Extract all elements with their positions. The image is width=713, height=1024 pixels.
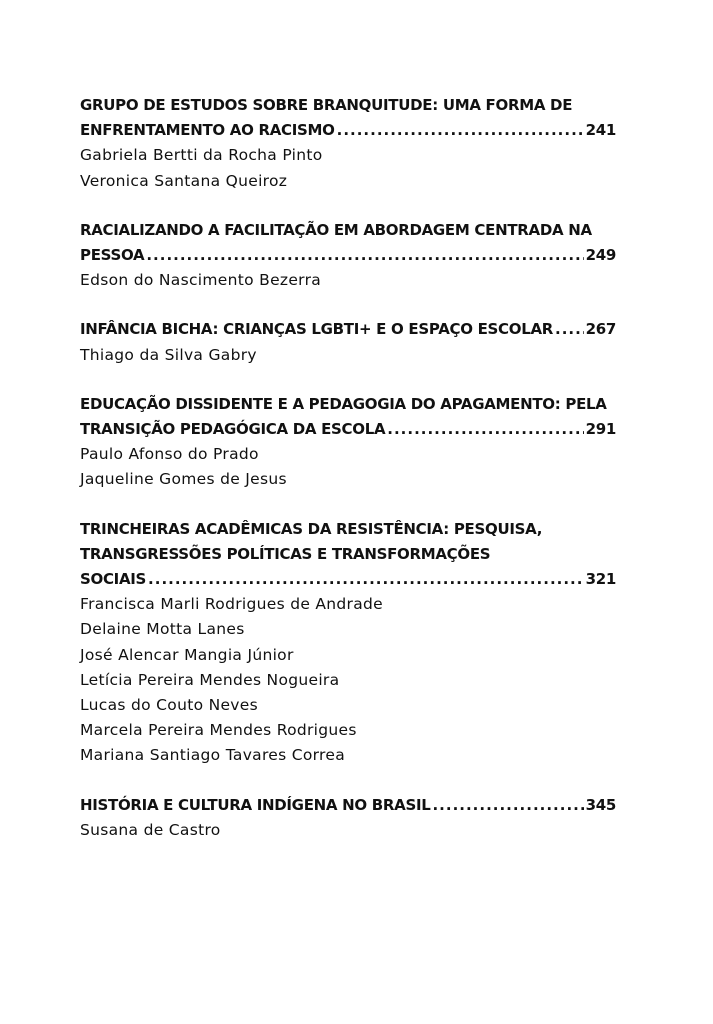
author-name: Gabriela Bertti da Rocha Pinto	[80, 146, 323, 165]
dot-leader	[555, 317, 584, 342]
toc-entry[interactable]	[80, 392, 616, 493]
author-name: Marcela Pereira Mendes Rodrigues	[80, 721, 357, 740]
entry-title-text: SOCIAIS	[80, 570, 147, 589]
author-name: Susana de Castro	[80, 820, 221, 839]
author-name: Paulo Afonso do Prado	[80, 445, 259, 464]
author-name: Francisca Marli Rodrigues de Andrade	[80, 595, 384, 614]
toc-entry[interactable]	[80, 517, 616, 769]
toc-entry[interactable]	[80, 218, 616, 294]
page-number: 241	[585, 121, 616, 140]
author-name: Jaqueline Gomes de Jesus	[80, 470, 287, 489]
author-name: Delaine Motta Lanes	[80, 620, 245, 639]
page-number: 291	[585, 420, 616, 439]
dot-leader	[432, 793, 583, 818]
toc-entry[interactable]	[80, 793, 616, 843]
entry-title-text: ENFRENTAMENTO AO RACISMO	[80, 121, 335, 140]
entry-title-last-line	[80, 317, 616, 342]
author-name: Lucas do Couto Neves	[80, 696, 258, 715]
entry-title-text: INFÂNCIA BICHA: CRIANÇAS LGBTI+ E O ESPAÇO ESCOLAR	[80, 320, 554, 339]
page-number: 321	[585, 570, 616, 589]
entry-title-text: TRANSIÇÃO PEDAGÓGICA DA ESCOLA	[80, 420, 386, 439]
entry-title-last-line	[80, 118, 616, 143]
dot-leader	[148, 567, 584, 592]
entry-title-text: PESSOA	[80, 246, 145, 265]
entry-title-line: RACIALIZANDO A FACILITAÇÃO EM ABORDAGEM CENTRADA NA	[80, 220, 592, 239]
entry-title-last-line	[80, 567, 616, 592]
entry-title-line: GRUPO DE ESTUDOS SOBRE BRANQUITUDE: UMA FORMA DE	[80, 96, 573, 114]
dot-leader	[146, 243, 583, 268]
entry-title-last-line	[80, 417, 616, 442]
page-number: 249	[585, 246, 616, 265]
toc-entry[interactable]	[80, 317, 616, 367]
entry-title-line: TRANSGRESSÕES POLÍTICAS E TRANSFORMAÇÕES	[80, 544, 491, 563]
entry-title-text: HISTÓRIA E CULTURA INDÍGENA NO BRASIL	[80, 795, 431, 814]
author-name: José Alencar Mangia Júnior	[80, 645, 294, 664]
author-name: Thiago da Silva Gabry	[80, 345, 257, 364]
entry-title-line: EDUCAÇÃO DISSIDENTE E A PEDAGOGIA DO APAGAMENTO: PELA	[80, 394, 607, 413]
author-name: Mariana Santiago Tavares Correa	[80, 746, 346, 765]
author-name: Veronica Santana Queiroz	[80, 171, 288, 190]
entry-title-last-line	[80, 793, 616, 818]
toc-entry[interactable]	[80, 93, 616, 194]
entry-title-last-line	[80, 243, 616, 268]
entry-title-line: TRINCHEIRAS ACADÊMICAS DA RESISTÊNCIA: PESQUISA,	[80, 519, 543, 538]
dot-leader	[337, 118, 584, 143]
author-name: Letícia Pereira Mendes Nogueira	[80, 670, 340, 689]
page-number: 267	[585, 320, 616, 339]
page-number: 345	[585, 795, 616, 814]
dot-leader	[387, 417, 583, 442]
author-name: Edson do Nascimento Bezerra	[80, 271, 322, 290]
table-of-contents	[80, 93, 616, 867]
